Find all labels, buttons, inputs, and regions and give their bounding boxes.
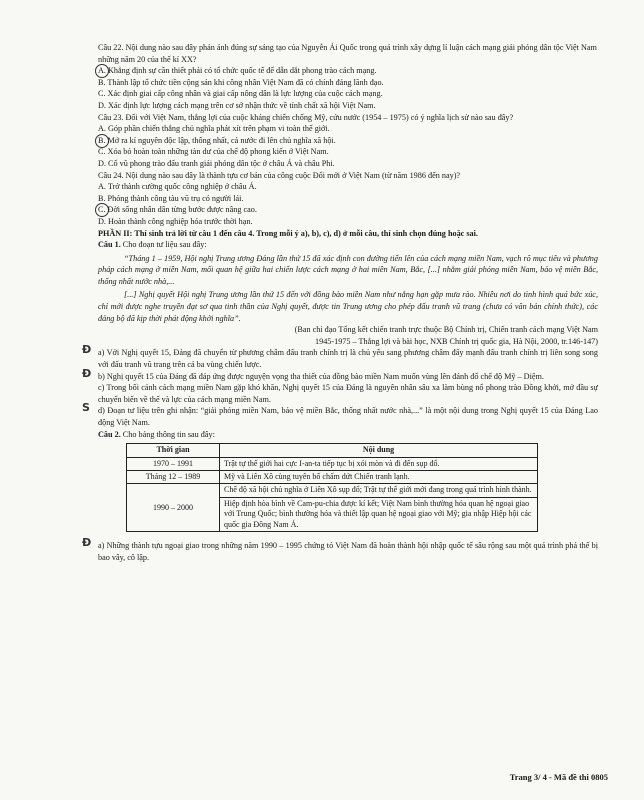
handwritten-mark: Đ	[82, 366, 92, 380]
handwritten-mark: Đ	[82, 343, 92, 357]
c2-label: Câu 2.	[98, 429, 121, 439]
question-24-option-c	[98, 204, 598, 216]
option-text: C. Đời sống nhân dân từng bước được nâng cao.	[98, 205, 257, 215]
statement-text: a) Với Nghị quyết 15, Đảng đã chuyển từ phương châm đấu tranh chính trị là chủ yếu sang phương châm đấy mạnh đấu tranh chính trị liên song song với đấu tranh vũ trang trên cả ba vùng chiến lược.	[98, 348, 598, 370]
c1-quote-paragraph-2: [...] Nghị quyết Hội nghị Trung ương lần thứ 15 đến với đồng bào miền Nam như nắng hạn gặp mưa rào. Nhiều nơi do tình hình quá bức xúc, chỉ mới được nghe truyền đạt sơ qua tinh thần của Nghị quyết, được tin Trung ương cho phép đấu tranh vũ trang (chưa có văn bản chính thức), các đảng bộ đã kịp thời phát động khởi nghĩa”.	[98, 290, 598, 323]
statement-text: d) Đoạn tư liệu trên ghi nhận: “giải phóng miền Nam, bảo vệ miền Bắc, thống nhất nước nhà,...” là một nội dung trong Nghị quyết 15 của Đảng Lao động Việt Nam.	[98, 406, 598, 427]
question-23-option-c: C. Xóa bỏ hoàn toàn những tàn dư của chế độ phong kiến ở Việt Nam.	[98, 147, 329, 157]
option-text: A. Khẳng định sự cần thiết phải có tổ chức quốc tế để dẫn dắt phong trào cách mạng.	[98, 66, 377, 76]
page-footer: Trang 3/ 4 - Mã đề thi 0805	[509, 772, 608, 782]
c1-statement-b	[82, 366, 598, 383]
c1-statement-a	[82, 343, 598, 370]
c1-source-line-1: (Ban chỉ đạo Tổng kết chiến tranh trực thuộc Bộ Chính trị, Chiến tranh cách mạng Việt Nam	[294, 325, 598, 335]
table-header-row	[127, 444, 538, 457]
table-cell-time: Tháng 12 – 1989	[127, 471, 220, 484]
table-cell-content: Mỹ và Liên Xô cùng tuyên bố chấm dứt Chiến tranh lạnh.	[220, 471, 538, 484]
table-cell-content: Chế độ xã hội chủ nghĩa ở Liên Xô sụp đổ; Trật tự thế giới mới đang trong quá trình hình thành.	[220, 484, 538, 497]
table-row	[127, 457, 538, 470]
table-cell-content: Hiệp định hòa bình về Cam-pu-chia được kí kết; Việt Nam bình thường hóa quan hệ ngoại giao với Trung Quốc; bình thường hóa và thiết lập quan hệ ngoại giao với Mỹ; gia nhập Hiệp hội các quốc gia Đông Nam Á.	[220, 497, 538, 531]
table-row	[127, 484, 538, 497]
c1-intro	[98, 239, 598, 251]
table-cell-time: 1990 – 2000	[127, 484, 220, 532]
c1-source-line-2: 1945-1975 – Thắng lợi và bài học, NXB Chính trị quốc gia, Hà Nội, 2000, tr.146-147)	[315, 336, 598, 346]
c1-intro-text: Cho đoạn tư liệu sau đây:	[122, 240, 207, 250]
table-header-time: Thời gian	[127, 444, 220, 457]
question-24-option-d: D. Hoàn thành công nghiệp hóa trước thời hạn.	[98, 216, 253, 226]
page-content	[82, 42, 598, 563]
c1-label: Câu 1.	[98, 240, 121, 250]
question-24-stem: Câu 24. Nội dung nào sau đây là thành tựu cơ bản của công cuộc Đổi mới ở Việt Nam (từ năm 1986 đến nay)?	[98, 170, 461, 180]
handwritten-mark: Đ	[82, 536, 92, 550]
statement-text: b) Nghị quyết 15 của Đảng đã đáp ứng được nguyện vọng tha thiết của đồng bào miền Nam muốn vùng lên đánh đổ chế độ Mỹ – Diệm.	[98, 371, 544, 381]
c2-intro	[98, 429, 598, 441]
table-row	[127, 471, 538, 484]
c1-quote-paragraph-1: “Tháng 1 – 1959, Hội nghị Trung ương Đảng lần thứ 15 đã xác định con đường tiến lên của cách mạng miền Nam, vạch rõ mục tiêu và phương pháp cách mạng ở miền Nam, mối quan hệ giữa hai chiến lược cách mạng ở hai miền Nam, Bắc, [...] nhằm giải phóng miền Nam, bảo vệ miền Bắc, thống nhất nước nhà,...	[98, 253, 598, 286]
question-22-option-d: D. Xác định lực lượng cách mạng trên cơ sở nhận thức về tính chất xã hội Việt Nam.	[98, 100, 376, 110]
table-cell-time: 1970 – 1991	[127, 457, 220, 470]
c1-statement-c	[98, 382, 598, 405]
option-text: B. Mở ra kỉ nguyên độc lập, thống nhất, cả nước đi lên chủ nghĩa xã hội.	[98, 135, 336, 145]
statement-text: a) Những thành tựu ngoại giao trong những năm 1990 – 1995 chứng tỏ Việt Nam đã hoàn thành hội nhập quốc tế sâu rộng sau một quá trình phá thế bị bao vây, cô lập.	[98, 541, 598, 562]
question-23-stem: Câu 23. Đối với Việt Nam, thắng lợi của cuộc kháng chiến chống Mỹ, cứu nước (1954 – 1975) có ý nghĩa lịch sử nào sau đây?	[98, 112, 514, 122]
part-2-instruction	[98, 228, 598, 240]
question-24-option-b: B. Phóng thành công tàu vũ trụ có người lái.	[98, 193, 244, 203]
question-22-option-c: C. Xác định giai cấp công nhân và giai cấp nông dân là lực lượng của cuộc cách mạng.	[98, 89, 383, 99]
c2-info-table	[126, 443, 538, 532]
c2-statement-a	[82, 536, 598, 563]
question-22-stem: Câu 22. Nội dung nào sau đây phản ánh đúng sự sáng tạo của Nguyễn Ái Quốc trong quá trình xây dựng lí luận cách mạng giải phóng dân tộc Việt Nam những năm 20 của thế kỉ XX?	[98, 43, 597, 64]
question-22-option-b: B. Thành lập tổ chức tiền cộng sản khi công nhân Việt Nam đã có chính đảng lãnh đạo.	[98, 77, 384, 87]
c2-intro-text: Cho bảng thông tin sau đây:	[122, 429, 215, 439]
question-24-option-a: A. Trở thành cường quốc công nghiệp ở châu Á.	[98, 182, 257, 192]
question-23-option-b	[98, 135, 598, 147]
handwritten-mark: S	[82, 401, 90, 415]
statement-text: c) Trong bối cảnh cách mạng miền Nam gặp khó khăn, Nghị quyết 15 của Đảng là nguyên nhân sâu xa làm bùng nổ phong trào Đồng khởi, mở đầu sự chuyển biến về thế và lực của cách mạng miền Nam.	[98, 383, 598, 404]
table-cell-content: Trật tự thế giới hai cực I-an-ta tiếp tục bị xói mòn và đi đến sụp đổ.	[220, 457, 538, 470]
table-header-content: Nội dung	[220, 444, 538, 457]
question-23-option-a: A. Góp phần chiến thắng chủ nghĩa phát xít trên phạm vi toàn thế giới.	[98, 124, 330, 134]
c1-statement-d	[82, 401, 598, 428]
part-2-text: Thí sinh trả lời từ câu 1 đến câu 4. Trong mỗi ý a), b), c), d) ở mỗi câu, thí sinh chọn đúng hoặc sai.	[134, 228, 478, 238]
question-22-option-a	[98, 65, 598, 77]
question-23-option-d: D. Cổ vũ phong trào đấu tranh giải phóng dân tộc ở châu Á và châu Phi.	[98, 158, 335, 168]
part-2-heading: PHẦN II:	[98, 228, 133, 238]
